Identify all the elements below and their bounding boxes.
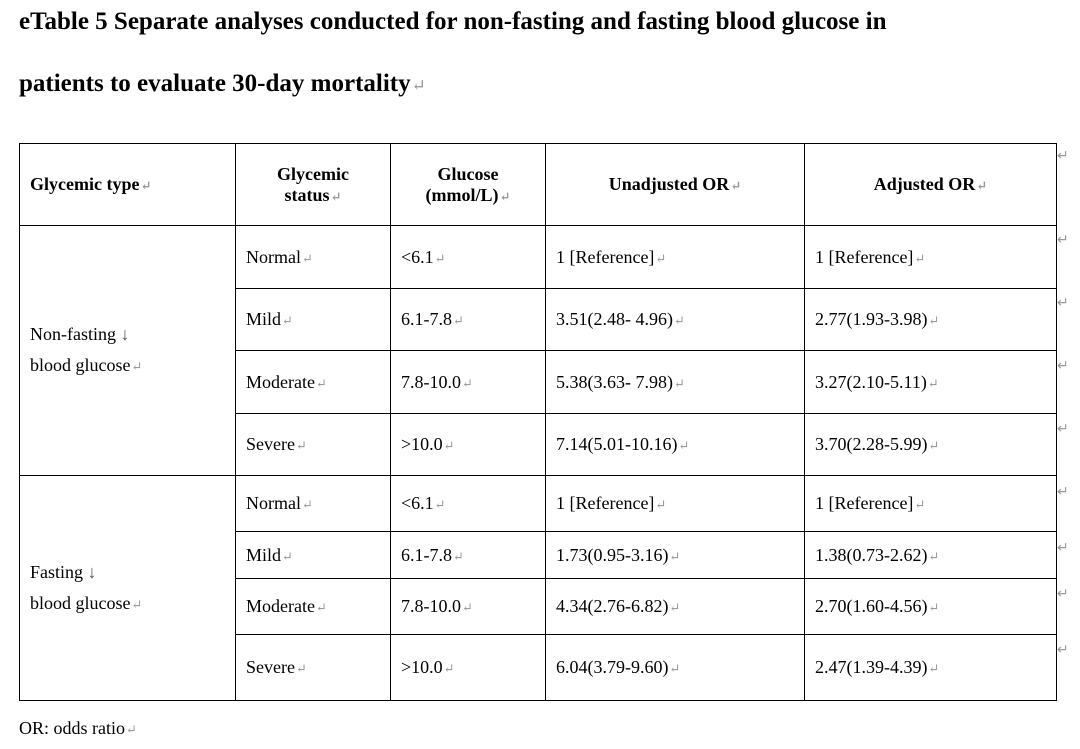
line-break-icon: ↓ (120, 324, 130, 344)
cell-adjusted: 2.70(1.60-4.56)↵ (805, 579, 1057, 635)
line-break-icon: ↓ (87, 561, 97, 582)
cell-status: Moderate↵ (236, 351, 391, 414)
table-title-line-1: eTable 5 Separate analyses conducted for non-fasting and fasting blood glucose in (19, 8, 887, 35)
header-glycemic-status: Glycemic status↵ (236, 144, 391, 226)
group-label-non-fasting: Non-fasting ↓ blood glucose↵ (20, 226, 236, 476)
cell-unadjusted: 7.14(5.01-10.16)↵ (546, 414, 805, 476)
cell-glucose: 7.8-10.0↵ (391, 579, 546, 635)
group-label-fasting: Fasting ↓ blood glucose↵ (20, 476, 236, 701)
cell-status: Severe↵ (236, 635, 391, 701)
cell-unadjusted: 1.73(0.95-3.16)↵ (546, 532, 805, 579)
cell-adjusted: 2.77(1.93-3.98)↵ (805, 289, 1057, 351)
cell-adjusted: 1 [Reference]↵ (805, 226, 1057, 289)
cell-status: Normal↵ (236, 476, 391, 532)
header-glucose: Glucose (mmol/L)↵ (391, 144, 546, 226)
cell-glucose: 6.1-7.8↵ (391, 289, 546, 351)
cell-glucose: <6.1↵ (391, 476, 546, 532)
cell-status: Severe↵ (236, 414, 391, 476)
cell-status: Normal↵ (236, 226, 391, 289)
header-glycemic-type: Glycemic type↵ (20, 144, 236, 226)
table-title-line-2 (19, 70, 1059, 98)
title-text: patients to evaluate 30-day mortality (19, 70, 411, 97)
cell-unadjusted: 5.38(3.63- 7.98)↵ (546, 351, 805, 414)
cell-adjusted: 3.70(2.28-5.99)↵ (805, 414, 1057, 476)
cell-glucose: 7.8-10.0↵ (391, 351, 546, 414)
row-end-mark-icon: ↵ (1057, 295, 1069, 311)
cell-status: Moderate↵ (236, 579, 391, 635)
cell-unadjusted: 4.34(2.76-6.82)↵ (546, 579, 805, 635)
header-row (20, 144, 1057, 226)
cell-glucose: <6.1↵ (391, 226, 546, 289)
cell-glucose: >10.0↵ (391, 635, 546, 701)
footnote: OR: odds ratio↵ (19, 718, 137, 738)
cell-adjusted: 2.47(1.39-4.39)↵ (805, 635, 1057, 701)
cell-unadjusted: 1 [Reference]↵ (546, 476, 805, 532)
row-end-mark-icon: ↵ (1057, 358, 1069, 374)
row-end-mark-icon: ↵ (1057, 148, 1069, 164)
cell-unadjusted: 1 [Reference]↵ (546, 226, 805, 289)
row-end-mark-icon: ↵ (1057, 232, 1069, 248)
cell-adjusted: 1 [Reference]↵ (805, 476, 1057, 532)
cell-unadjusted: 3.51(2.48- 4.96)↵ (546, 289, 805, 351)
cell-glucose: >10.0↵ (391, 414, 546, 476)
row-end-mark-icon: ↵ (1057, 540, 1069, 556)
row-end-mark-icon: ↵ (1057, 642, 1069, 658)
row-end-mark-icon: ↵ (1057, 421, 1069, 437)
table-row (20, 226, 1057, 289)
cell-status: Mild↵ (236, 289, 391, 351)
cell-glucose: 6.1-7.8↵ (391, 532, 546, 579)
paragraph-mark-icon: ↵ (411, 76, 426, 95)
header-unadjusted-or: Unadjusted OR↵ (546, 144, 805, 226)
cell-adjusted: 3.27(2.10-5.11)↵ (805, 351, 1057, 414)
row-end-mark-icon: ↵ (1057, 586, 1069, 602)
results-table (19, 143, 1057, 701)
table-row (20, 476, 1057, 532)
cell-unadjusted: 6.04(3.79-9.60)↵ (546, 635, 805, 701)
cell-status: Mild↵ (236, 532, 391, 579)
header-adjusted-or: Adjusted OR↵ (805, 144, 1057, 226)
row-end-mark-icon: ↵ (1057, 484, 1069, 500)
cell-adjusted: 1.38(0.73-2.62)↵ (805, 532, 1057, 579)
